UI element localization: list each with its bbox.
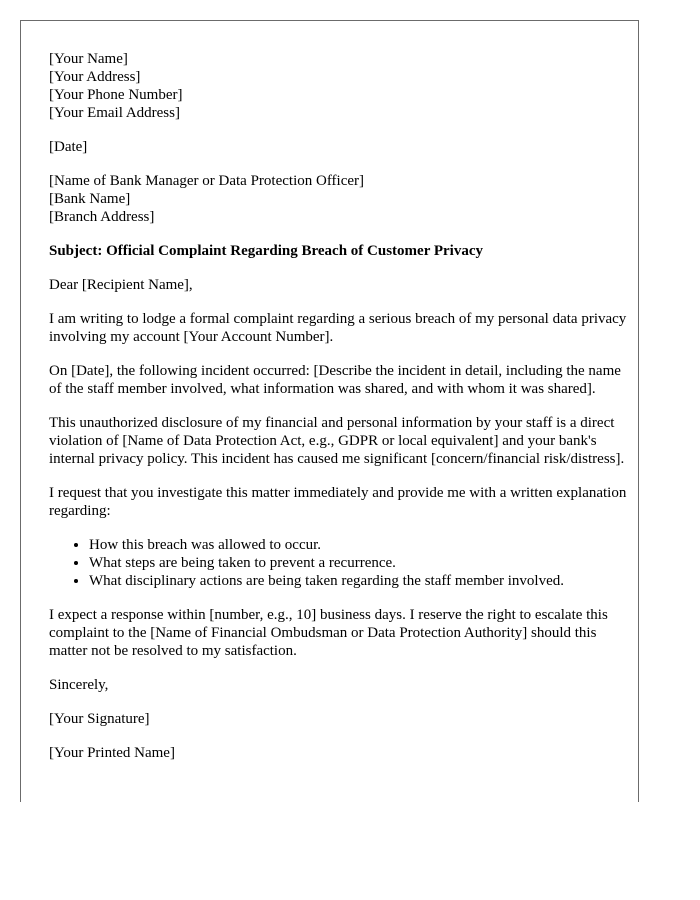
sender-email: [Your Email Address]	[49, 105, 180, 121]
greeting: Dear [Recipient Name],	[49, 277, 193, 293]
sender-name: [Your Name]	[49, 51, 128, 67]
request-list-item: • What steps are being taken to prevent a recurrence.	[89, 554, 632, 572]
body-paragraph-2: On [Date], the following incident occurred: [Describe the incident in detail, including the name of the staff member involved, what information was shared, and with whom it was shared].	[49, 363, 621, 397]
recipient-block	[49, 172, 632, 226]
letter-date: [Date]	[49, 139, 88, 155]
letter-page	[20, 20, 639, 802]
recipient-branch-address: [Branch Address]	[49, 209, 155, 225]
body-paragraph-1: I am writing to lodge a formal complaint regarding a serious breach of my personal data privacy involving my account [Your Account Number].	[49, 311, 627, 345]
printed-name: [Your Printed Name]	[49, 745, 175, 761]
sender-phone: [Your Phone Number]	[49, 87, 183, 103]
request-list	[49, 536, 632, 590]
closing-paragraph: I expect a response within [number, e.g., 10] business days. I reserve the right to escalate this complaint to the [Name of Financial Ombudsman or Data Protection Authority] should this matter not be resolved to my satisfaction.	[49, 607, 608, 659]
sender-address: [Your Address]	[49, 69, 141, 85]
sign-off: Sincerely,	[49, 677, 109, 693]
request-list-item: • How this breach was allowed to occur.	[89, 536, 632, 554]
letter-content	[49, 50, 632, 762]
body-paragraph-3: This unauthorized disclosure of my financial and personal information by your staff is a direct violation of [Name of Data Protection Act, e.g., GDPR or local equivalent] and your bank's internal privacy policy. This incident has caused me significant [concern/financial risk/distress].	[49, 415, 625, 467]
subject-line: Subject: Official Complaint Regarding Breach of Customer Privacy	[49, 243, 483, 259]
recipient-bank-name: [Bank Name]	[49, 191, 131, 207]
sender-block	[49, 50, 632, 122]
request-list-item: • What disciplinary actions are being taken regarding the staff member involved.	[89, 572, 632, 590]
signature: [Your Signature]	[49, 711, 150, 727]
body-paragraph-4: I request that you investigate this matter immediately and provide me with a written explanation regarding:	[49, 485, 627, 519]
recipient-title: [Name of Bank Manager or Data Protection Officer]	[49, 173, 365, 189]
